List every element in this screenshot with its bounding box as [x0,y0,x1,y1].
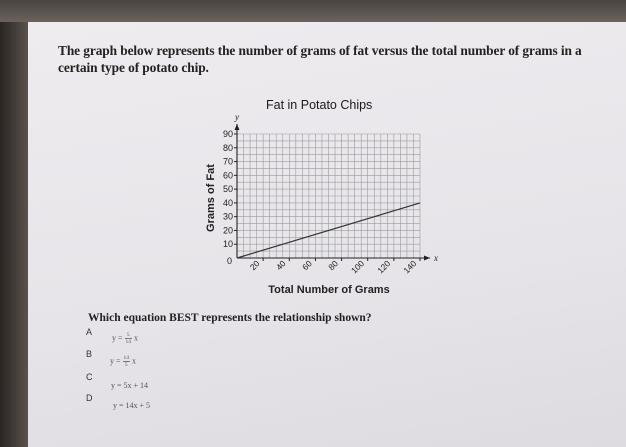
chart-grid [237,134,420,258]
question-text: Which equation BEST represents the relationship shown? [88,312,372,324]
y-axis-letter: y [235,112,239,122]
option-a-suffix: x [134,333,139,343]
x-axis-arrow [424,256,430,261]
y-tick-label: 40 [222,197,233,208]
option-c-equation[interactable]: y = 5x + 14 [111,381,149,390]
x-tick-label: 120 [375,258,393,276]
x-tick-label: 40 [273,258,288,273]
y-tick-label: 80 [222,142,233,153]
y-tick-label: 30 [222,211,233,222]
option-a-letter[interactable]: A [86,327,93,337]
option-a-prefix: y = [112,333,123,343]
option-d-equation[interactable]: y = 14x + 5 [113,401,151,410]
option-c-letter[interactable]: C [86,372,93,382]
option-a-equation[interactable] [112,332,138,345]
x-tick-label: 60 [300,258,314,273]
y-axis-title: Grams of Fat [205,164,217,232]
x-tick-label: 140 [401,258,419,276]
problem-intro: The graph below represents the number of grams of fat versus the total number of grams in a certain type of potato chip. [58,43,582,75]
x-axis-letter: x [434,253,438,263]
option-a-fraction [125,332,133,345]
x-tick-label: 100 [349,258,367,276]
x-tick-label: 20 [247,258,262,273]
x-axis-title: Total Number of Grams [268,284,390,296]
option-b-suffix: x [132,356,137,366]
y-tick-label: 50 [222,184,233,195]
option-b-fraction [123,355,131,368]
option-b-equation[interactable] [110,355,136,368]
option-b-letter[interactable]: B [86,349,93,359]
y-tick-label: 10 [222,239,233,250]
option-b-prefix: y = [110,356,121,366]
y-tick-label: 90 [222,129,233,139]
y-tick-label: 60 [222,170,233,181]
y-axis-arrow [235,124,240,130]
option-a-numerator: 5 [125,332,133,339]
x-tick-label: 80 [326,258,340,273]
chart-title: Fat in Potato Chips [266,98,373,112]
y-tick-label: 20 [222,225,233,236]
y-tick-label: 70 [222,156,233,167]
option-a-denominator: 14 [125,339,132,345]
option-d-letter[interactable]: D [86,393,93,403]
option-b-denominator: 5 [124,362,128,368]
origin-label: 0 [226,256,232,266]
option-b-numerator: 14 [123,355,130,361]
